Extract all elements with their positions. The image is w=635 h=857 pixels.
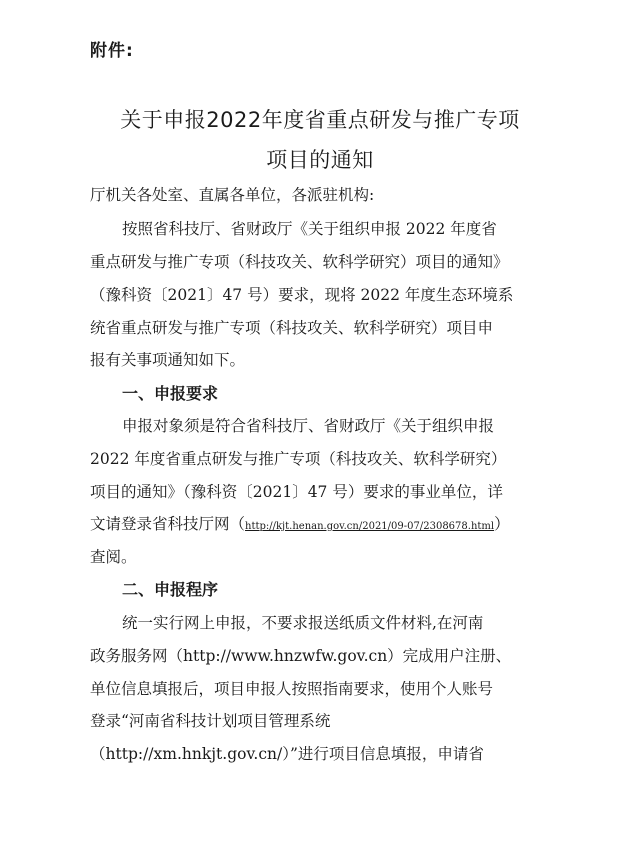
section-2-heading: 二、申报程序 [122, 580, 219, 599]
kjt-website-link[interactable]: http://kjt.henan.gov.cn/2021/09-07/2308678.html [245, 521, 495, 532]
section-2-line-4: 登录“河南省科技计划项目管理系统 [90, 712, 331, 730]
section-2-line-5: （http://xm.hnkjt.gov.cn/）”进行项目信息填报，申请省 [90, 745, 484, 763]
section-1-line-3: 项目的通知》（豫科资〔2021〕47 号）要求的事业单位，详 [90, 483, 503, 501]
section-1-line-4-suffix: ） [494, 515, 510, 533]
section-1-line-5: 查阅。 [90, 548, 137, 566]
section-2-line-3: 单位信息填报后，项目申报人按照指南要求，使用个人账号 [90, 680, 494, 698]
section-1-line-4 [90, 514, 510, 537]
section-1-line-2: 2022 年度省重点研发与推广专项（科技攻关、软科学研究） [90, 450, 507, 468]
section-2-line-2: 政务服务网（http://www.hnzwfw.gov.cn）完成用户注册、 [90, 647, 512, 665]
attachment-label: 附件: [90, 41, 134, 61]
intro-line-3: （豫科资〔2021〕47 号）要求，现将 2022 年度生态环境系 [90, 286, 514, 304]
intro-line-5: 报有关事项通知如下。 [90, 351, 246, 369]
addressee-line: 厅机关各处室、直属各单位，各派驻机构: [90, 186, 375, 204]
intro-line-4: 统省重点研发与推广专项（科技攻关、软科学研究）项目申 [90, 319, 494, 337]
document-title-line-1: 关于申报2022年度省重点研发与推广专项 [120, 108, 520, 132]
section-1-line-1: 申报对象须是符合省科技厅、省财政厅《关于组织申报 [122, 417, 495, 435]
section-2-line-1: 统一实行网上申报，不要求报送纸质文件材料,在河南 [122, 614, 484, 632]
section-1-line-4-prefix: 文请登录省科技厅网（ [90, 515, 246, 533]
intro-line-2: 重点研发与推广专项（科技攻关、软科学研究）项目的通知》 [90, 253, 509, 271]
document-title-line-2: 项目的通知 [266, 148, 374, 172]
section-1-heading: 一、申报要求 [122, 384, 219, 403]
intro-line-1: 按照省科技厅、省财政厅《关于组织申报 2022 年度省 [122, 220, 497, 238]
